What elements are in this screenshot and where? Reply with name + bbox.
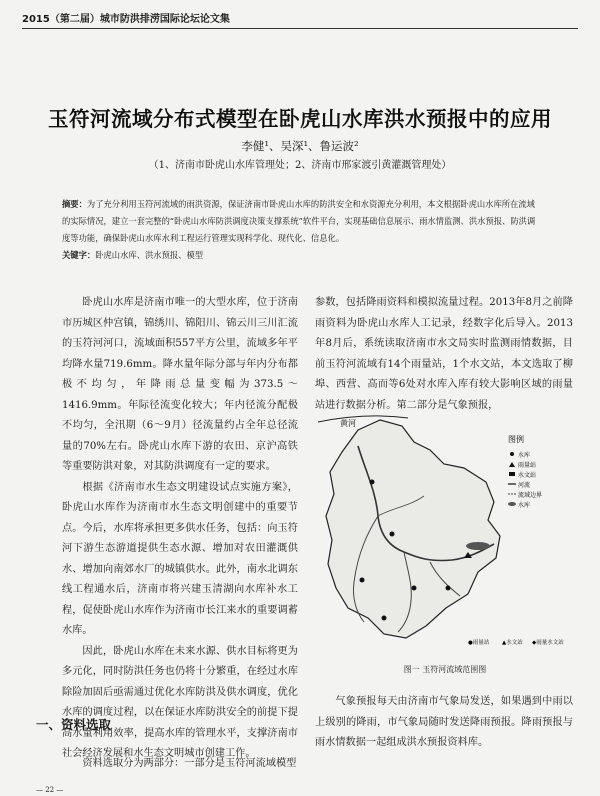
yellow-river-label: 黄河: [340, 419, 356, 428]
figure-caption: 图一 玉符河流域范围图: [403, 665, 487, 674]
authors: 李健¹、吴深¹、鲁运波²: [241, 139, 359, 153]
legend-item-5: 流域边界: [518, 492, 543, 499]
body-paragraph-3: 因此，卧虎山水库在未来水源、供水目标将更为多元化，同时防洪任务也仍将十分繁重，在经过水库除险加固后亟需通过优化水库防洪及供水调度，优化水库的调度过程，以在保证水库防洪安全的前提下提高水量利用效率，提高水库的管理水平，支撑济南市社会经济发展和水生态文明城市创建工作。: [62, 645, 298, 759]
body-paragraph-2: 根据《济南市水生态文明建设试点实施方案》，卧虎山水库作为济南市水生态文明创建中的重要节点。今后，水库将承担更多供水任务，包括：向玉符河下游生态游道提供生态水源、增加对农田灌溉供水、增加向南郊水厂的城镇供水。此外，南水北调东线工程通水后，济南市将兴建玉清湖向水库补水工程，促使卧虎山水库作为济南市长江来水的重要调蓄水库。: [62, 481, 298, 636]
rain-station-5: [446, 586, 451, 591]
rain-station-3: [360, 578, 365, 583]
article-title: 玉符河流域分布式模型在卧虎山水库洪水预报中的应用: [48, 107, 552, 131]
watershed-map-figure: [318, 412, 572, 652]
legend-title: 图例: [508, 435, 524, 444]
legend-item-4: 河流: [518, 482, 531, 489]
reservoir-shape: [466, 542, 490, 550]
keywords-text: 卧虎山水库、洪水预报、模型: [95, 250, 204, 260]
yellow-river-line: [318, 416, 408, 422]
legend-item-2: 雨量站: [518, 462, 537, 469]
bottom-legend-3: ◆雨量水文站: [532, 640, 564, 646]
body-paragraph-1: 卧虎山水库是济南市唯一的大型水库，位于济南市历城区仲宫镇，锦绣川、锦阳川、锦云川三川汇流的玉符河河口，流域面积557平方公里，流域多年平均降水量719.6mm。降水量年际分部与年内分布都极不均匀，年降雨总量变幅为373.5～1416.9mm。年际径流变化较大；年内径流分配极不均匀，全汛期（6～9月）径流量约占全年总径流量的70%左右。卧虎山水库下游的农田、京沪高铁等重要防洪对象，对其防洪调度有一定的要求。: [62, 297, 298, 472]
affiliations: （1、济南市卧虎山水库管理处；2、济南市邢家渡引黄灌溉管理处）: [148, 160, 452, 171]
abstract-label: 摘要：: [62, 199, 87, 209]
section-heading: 一、资料选取: [36, 717, 112, 732]
abstract-text: 为了充分利用玉符河流域的雨洪资源，保证济南市卧虎山水库的防洪安全和水资源充分利用，本文根据卧虎山水库所在流域的实际情况，建立一套完整的“卧虎山水库防洪调度决策支撑系统”软件平台，实现基础信息展示、雨水情监测、洪水预报、防洪调度等功能，确保卧虎山水库水利工程运行管理实现科学化、现代化、信息化。: [62, 199, 536, 243]
legend-marker-2: [509, 462, 515, 467]
bottom-legend-1: ●雨量站: [468, 640, 490, 646]
bottom-legend-2: ▲水文站: [502, 640, 523, 646]
legend-item-3: 水文站: [518, 472, 537, 479]
rain-station-2: [390, 532, 395, 537]
right-top-text: 参数，包括降雨资料和模拟流量过程。2013年8月之前降雨资料为卧虎山水库人工记录，经数字化后导入。2013年8月后，系统读取济南市水文局实时监测雨情数据，目前玉符河流域有14个雨量站，1个水文站，本文选取了柳埠、西营、高而等6处对水库入库有较大影响区域的雨量站进行数据分析。第二部分是气象预报，: [315, 297, 573, 411]
legend-marker-3: [509, 472, 515, 476]
legend-item-6: 水库: [518, 502, 531, 509]
left-column: [62, 293, 298, 765]
legend-item-1: 水库: [518, 452, 531, 459]
right-column-top: [315, 293, 573, 416]
abstract-block: [62, 196, 540, 264]
right-column-bottom: [315, 692, 573, 754]
watershed-boundary: [326, 420, 500, 638]
section-intro: [62, 754, 298, 775]
legend-marker-6: [508, 502, 516, 506]
watershed-map: [318, 412, 572, 652]
keywords-label: 关键字：: [62, 250, 96, 260]
running-header: 2015（第二届）城市防洪排涝国际论坛论文集: [22, 10, 578, 29]
section-intro-text: 资料选取分为两部分：一部分是玉符河流域模型: [82, 758, 297, 769]
rain-station-4: [412, 586, 417, 591]
page-number: — 22 —: [36, 786, 64, 794]
rain-station-6: [382, 616, 387, 621]
legend-marker-1: [510, 452, 514, 456]
rain-station-1: [370, 480, 375, 485]
right-bottom-text: 气象预报每天由济南市气象局发送，如果遇到中雨以上级别的降雨，市气象局随时发送降雨预报。降雨预报与雨水情数据一起组成洪水预报资料库。: [315, 696, 573, 748]
